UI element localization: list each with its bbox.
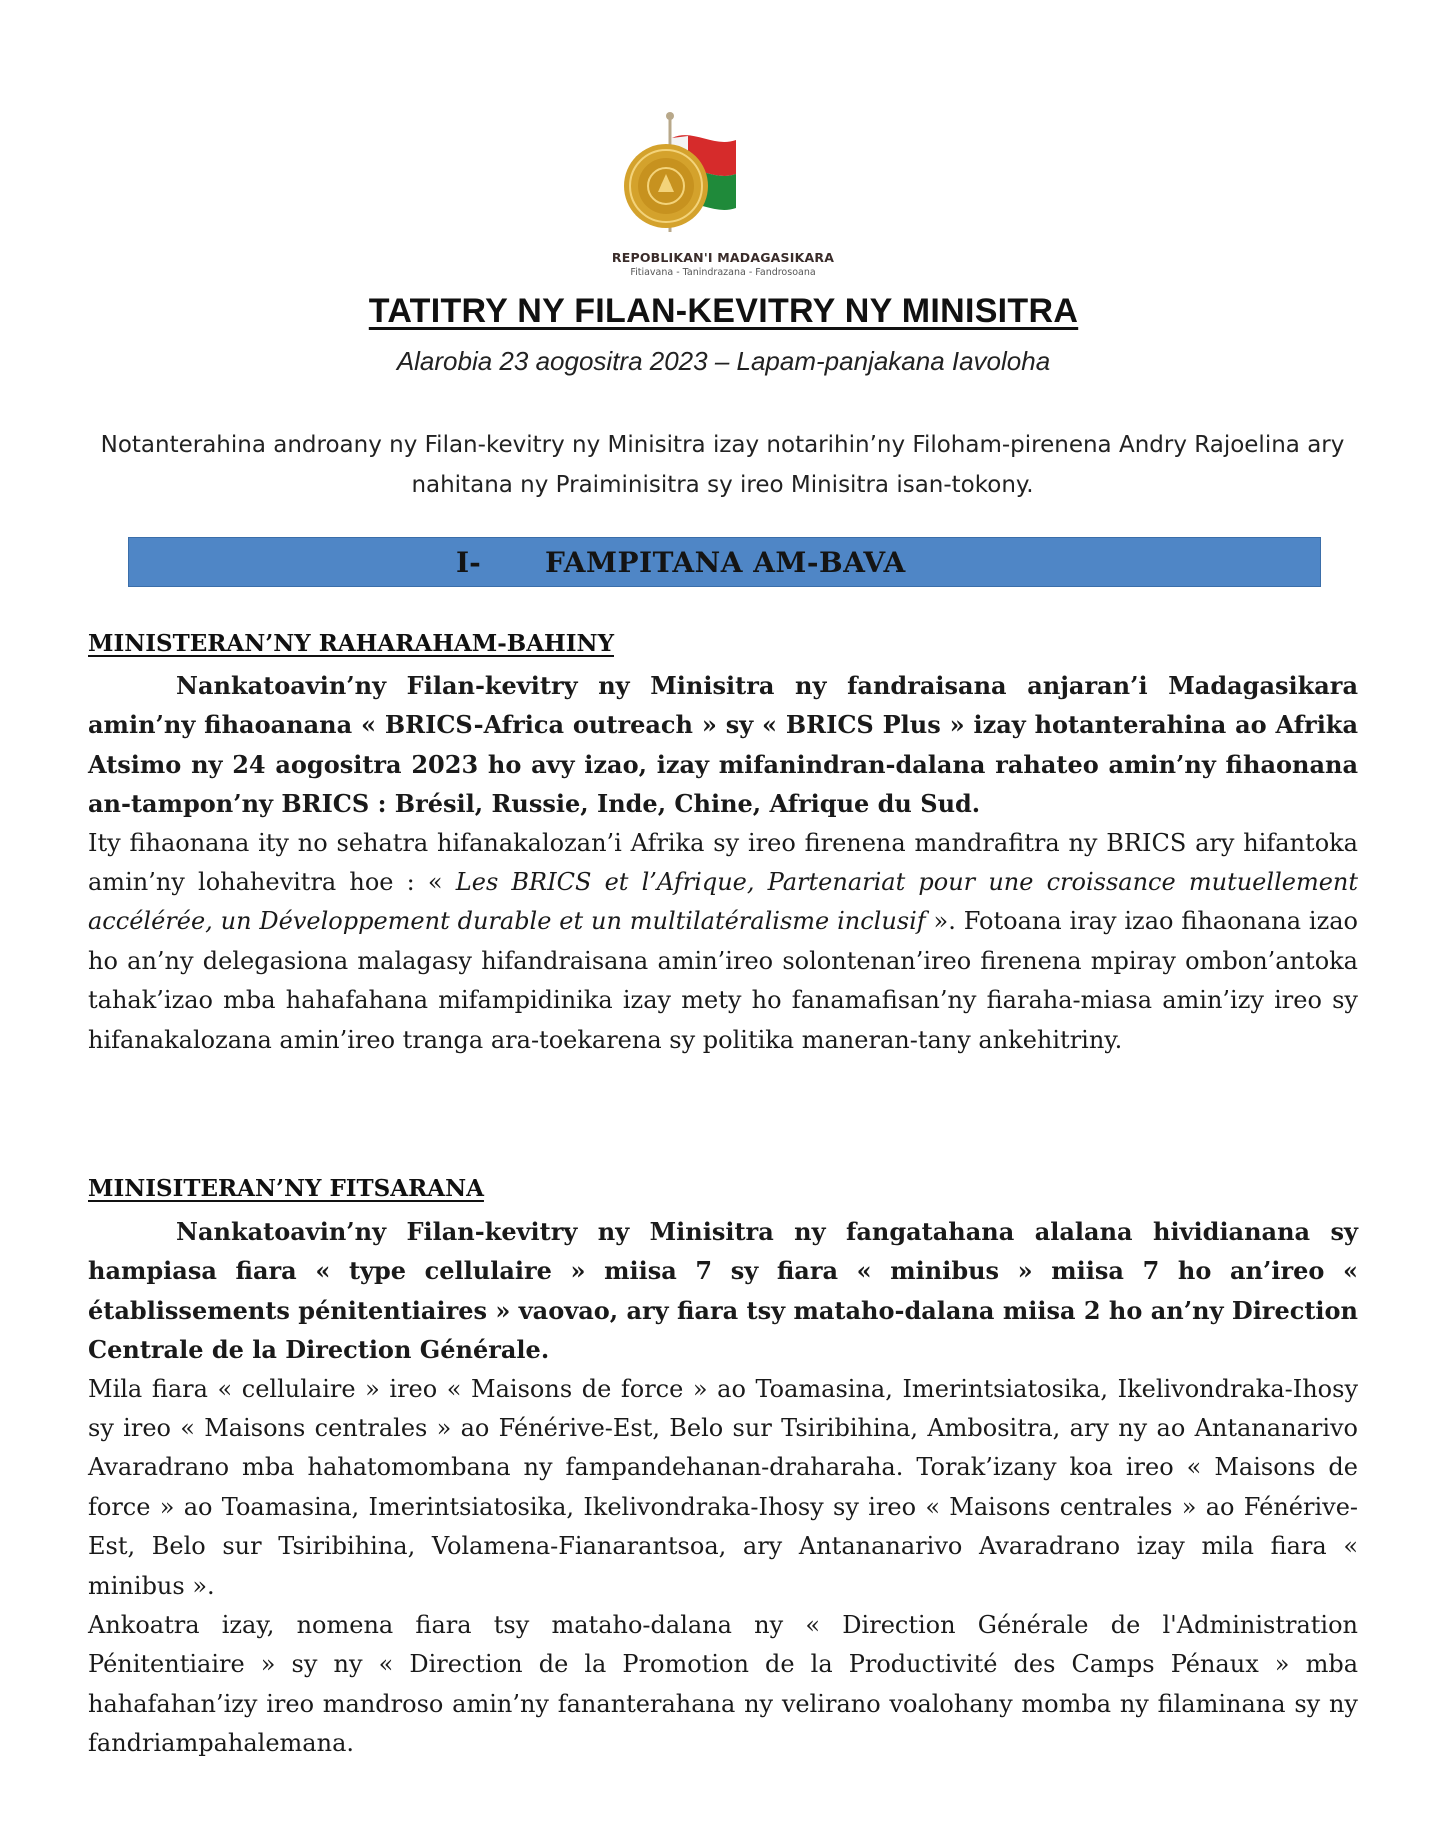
ministry-section-foreign-affairs [88, 666, 1358, 1060]
seal-and-flag-icon [588, 112, 858, 252]
document-title: TATITRY NY FILAN-KEVITRY NY MINISITRA [368, 292, 1079, 330]
body-paragraph: Ankoatra izay, nomena fiara tsy mataho-dalana ny « Direction Générale de l'Administration Pénitentiaire » sy ny « Direction de la Promotion de la Productivité des Camps Pénaux » mba hahafahan’izy ireo mandroso amin’ny fananterahana ny velirano voalohany momba ny filaminana sy ny fandriampahalemana. [88, 1611, 1358, 1758]
republic-logo [588, 112, 858, 287]
republic-name: REPOBLIKAN'I MADAGASIKARA [611, 250, 835, 265]
ministry-heading-justice: MINISITERAN’NY FITSARANA [88, 1175, 484, 1202]
ministry-section-justice [88, 1212, 1358, 1764]
body-text: ». Fotoana iray izao fihaonana izao ho an’ny delegasiona malagasy hifandraisana amin’ireo solontenan’ireo firenena mpiray ombon’antoka tahak’izao mba hahafahana mifampidinika izay mety ho fanamafisan’ny fiaraha-miasa amin’izy ireo sy hifanakalozana amin’ireo tranga ara-toekarena sy politika maneran-tany ankehitriny. [88, 907, 1359, 1054]
document-subtitle: Alarobia 23 aogositra 2023 – Lapam-panjakana Iavoloha [396, 346, 1051, 376]
decision-paragraph: Nankatoavin’ny Filan-kevitry ny Minisitra ny fangatahana alalana hividianana sy hampiasa fiara « type cellulaire » miisa 7 sy fiara « minibus » miisa 7 ho an’ireo « établissements pénitentiaires » vaovao, ary fiara tsy mataho-dalana miisa 2 ho an’ny Direction Centrale de la Direction Générale. [88, 1217, 1358, 1365]
section-banner [128, 537, 1321, 587]
intro-paragraph: Notanterahina androany ny Filan-kevitry ny Minisitra izay notarihin’ny Filoham-pirenena Andry Rajoelina ary nahitana ny Praiminisitra sy ireo Minisitra isan-tokony. [100, 432, 1345, 498]
section-number: I- [456, 546, 481, 579]
section-title: FAMPITANA AM-BAVA [545, 546, 906, 579]
ministry-heading-foreign-affairs: MINISTERAN’NY RAHARAHAM-BAHINY [88, 630, 614, 657]
body-paragraph: Mila fiara « cellulaire » ireo « Maisons de force » ao Toamasina, Imerintsiatosika, Ikelivondraka-Ihosy sy ireo « Maisons centrales » ao Fénérive-Est, Belo sur Tsiribihina, Ambositra, ary ny ao Antananarivo Avaradrano mba hahatomombana ny fampandehanan-draharaha. Torak’izany koa ireo « Maisons de force » ao Toamasina, Imerintsiatosika, Ikelivondraka-Ihosy sy ireo « Maisons centrales » ao Fénérive-Est, Belo sur Tsiribihina, Volamena-Fianarantsoa, ary Antananarivo Avaradrano izay mila fiara « minibus ». [88, 1374, 1358, 1600]
theme-quote: Les BRICS et l’Afrique, Partenariat pour une croissance mutuellement accélérée, un Développement durable et un multilatéralisme inclusif [88, 868, 1359, 936]
decision-paragraph: Nankatoavin’ny Filan-kevitry ny Minisitra ny fandraisana anjaran’i Madagasikara amin’ny fihaoanana « BRICS-Africa outreach » sy « BRICS Plus » izay hotanterahina ao Afrika Atsimo ny 24 aogositra 2023 ho avy izao, izay mifanindran-dalana rahateo amin’ny fihaonana an-tampon’ny BRICS : Brésil, Russie, Inde, Chine, Afrique du Sud. [88, 671, 1358, 819]
body-text: Ity fihaonana ity no sehatra hifanakalozan’i Afrika sy ireo firenena mandrafitra ny BRICS ary hifantoka amin’ny lohahevitra hoe : « [88, 828, 1358, 897]
republic-motto: Fitiavana - Tanindrazana - Fandrosoana [630, 267, 816, 278]
body-paragraph [88, 824, 1358, 1060]
